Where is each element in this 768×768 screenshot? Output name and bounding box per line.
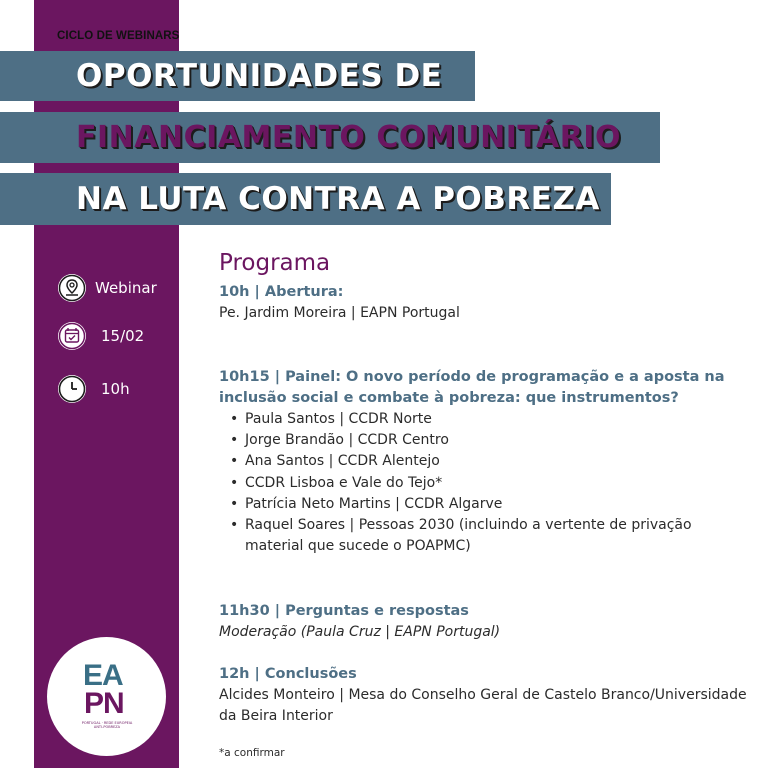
date-label: 15/02	[101, 327, 145, 345]
list-item: • Ana Santos | CCDR Alentejo	[245, 451, 749, 472]
list-item: • Paula Santos | CCDR Norte	[245, 409, 749, 430]
location-pin-icon	[57, 273, 87, 303]
time-row	[57, 374, 130, 404]
series-label: CICLO DE WEBINARS	[57, 30, 180, 42]
conclusions-speaker: Alcides Monteiro | Mesa do Conselho Geral de Castelo Branco/Universidade da Beira Interior	[219, 687, 747, 724]
format-row	[57, 273, 157, 303]
qa-heading: 11h30 | Perguntas e respostas	[219, 603, 469, 619]
logo-letters-top: EA	[83, 659, 123, 692]
format-label: Webinar	[95, 279, 157, 297]
eapn-logo	[47, 637, 166, 756]
calendar-icon	[57, 321, 87, 351]
list-item: • Jorge Brandão | CCDR Centro	[245, 430, 749, 451]
conclusions-heading: 12h | Conclusões	[219, 666, 357, 682]
programme-heading: Programa	[219, 250, 331, 276]
footnote: *a confirmar	[219, 747, 285, 759]
qa-moderation: Moderação (Paula Cruz | EAPN Portugal)	[219, 624, 501, 640]
list-item: • Patrícia Neto Martins | CCDR Algarve	[245, 494, 749, 515]
date-row	[57, 321, 144, 351]
clock-icon	[57, 374, 87, 404]
logo-tagline: PORTUGAL · REDE EUROPEIA ANTI-POBREZA	[81, 721, 133, 729]
list-item: • Raquel Soares | Pessoas 2030 (incluindo a vertente de privação material que sucede o POAPMC)	[245, 515, 749, 557]
opening-speaker: Pe. Jardim Moreira | EAPN Portugal	[219, 305, 460, 321]
opening-heading: 10h | Abertura:	[219, 284, 344, 300]
title-line-1: OPORTUNIDADES DE	[0, 51, 475, 101]
panel-speaker-list	[219, 409, 749, 557]
logo-letters-bottom: PN	[84, 687, 124, 720]
panel-heading: 10h15 | Painel: O novo período de programação e a aposta na inclusão social e combate à pobreza: que instrumentos?	[219, 369, 725, 406]
title-line-3: NA LUTA CONTRA A POBREZA	[0, 173, 611, 225]
list-item: • CCDR Lisboa e Vale do Tejo*	[245, 473, 749, 494]
time-label: 10h	[101, 380, 130, 398]
title-line-2: FINANCIAMENTO COMUNITÁRIO	[0, 112, 660, 163]
